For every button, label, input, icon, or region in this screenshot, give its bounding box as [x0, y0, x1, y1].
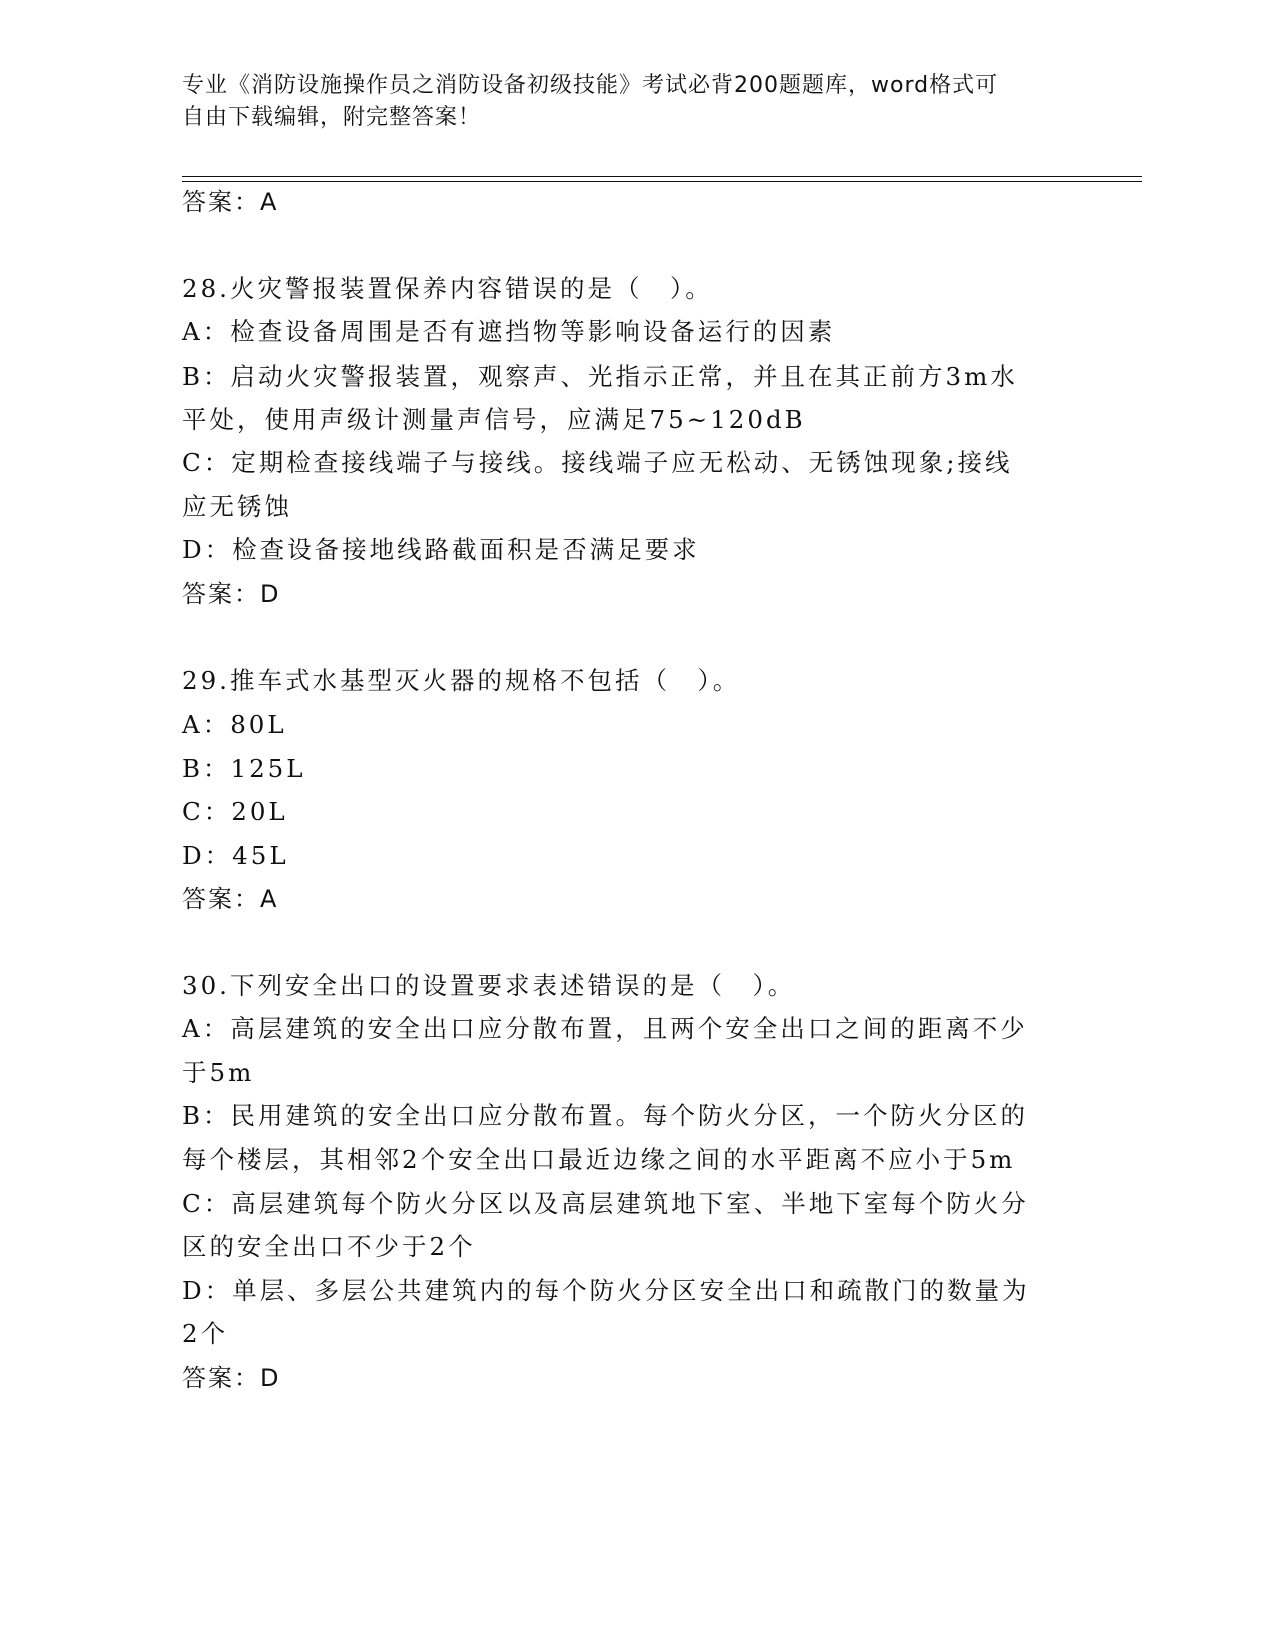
q30-option-a-line2: 于5m [182, 1058, 255, 1087]
q29-option-d: D：45L [182, 841, 289, 870]
q29-option-b: B：125L [182, 754, 306, 783]
header-line-2: 自由下载编辑，附完整答案！ [182, 105, 482, 130]
header-line-1: 专业《消防设施操作员之消防设备初级技能》考试必背200题题库，word格式可 [182, 73, 999, 98]
q30-answer: 答案：D [182, 1364, 281, 1392]
q28-option-b-line1: B：启动火灾警报装置，观察声、光指示正常，并且在其正前方3m水 [182, 362, 1018, 391]
q30-option-a-line1: A：高层建筑的安全出口应分散布置，且两个安全出口之间的距离不少 [182, 1014, 1028, 1043]
q28-stem: 28.火灾警报装置保养内容错误的是（ ）。 [182, 274, 713, 303]
q30-option-c-line2: 区的安全出口不少于2个 [182, 1232, 476, 1261]
q30-option-c-line1: C：高层建筑每个防火分区以及高层建筑地下室、半地下室每个防火分 [182, 1189, 1029, 1218]
q29-answer: 答案：A [182, 885, 279, 913]
q28-option-c-line2: 应无锈蚀 [182, 492, 292, 521]
document-header [182, 70, 1042, 134]
q28-answer: 答案：D [182, 580, 281, 608]
q30-option-b-line2: 每个楼层，其相邻2个安全出口最近边缘之间的水平距离不应小于5m [182, 1145, 1016, 1174]
header-divider-top [182, 176, 1142, 177]
q28-option-b-line2: 平处，使用声级计测量声信号，应满足75~120dB [182, 405, 806, 434]
q28-option-c-line1: C：定期检查接线端子与接线。接线端子应无松动、无锈蚀现象;接线 [182, 448, 1013, 477]
q28-option-a: A：检查设备周围是否有遮挡物等影响设备运行的因素 [182, 317, 836, 346]
q29-stem: 29.推车式水基型灭火器的规格不包括（ ）。 [182, 666, 741, 695]
q28-option-d: D：检查设备接地线路截面积是否满足要求 [182, 535, 700, 564]
answer-27: 答案：A [182, 188, 279, 216]
q29-option-a: A：80L [182, 710, 287, 739]
header-divider-bottom [182, 181, 1142, 182]
q29-option-c: C：20L [182, 797, 288, 826]
q30-option-b-line1: B：民用建筑的安全出口应分散布置。每个防火分区，一个防火分区的 [182, 1101, 1029, 1130]
q30-option-d-line2: 2个 [182, 1319, 229, 1348]
q30-stem: 30.下列安全出口的设置要求表述错误的是（ ）。 [182, 971, 796, 1000]
q30-option-d-line1: D：单层、多层公共建筑内的每个防火分区安全出口和疏散门的数量为 [182, 1276, 1030, 1305]
